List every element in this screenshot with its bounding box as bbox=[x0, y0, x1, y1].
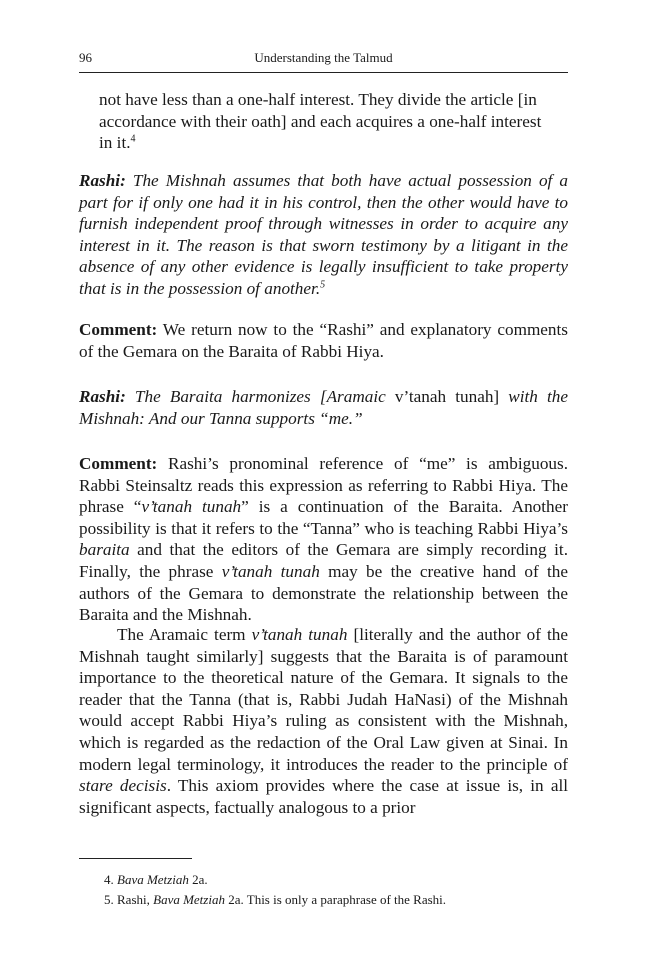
rashi-paragraph-1: Rashi: The Mishnah assumes that both have actual possession of a part for if only one had it in his control, then the other would have to furnish independent proof through witnesses in order to acquire any interest in it. The reason is that sworn testimony by a litigant in the absence of any other evidence is legally insufficient to take property that is in the possession of another.$^5$ bbox=[79, 171, 568, 298]
comment-label: Comment: bbox=[79, 454, 158, 473]
rashi-label: Rashi: bbox=[79, 171, 126, 190]
rashi-label: Rashi: bbox=[79, 387, 126, 406]
page-number: 96 bbox=[79, 50, 92, 65]
comment-label: Comment: bbox=[79, 320, 158, 339]
running-title: Understanding the Talmud bbox=[254, 50, 393, 65]
footnote-ref-5: 5 bbox=[320, 279, 326, 291]
body-paragraph: The Aramaic term v’tanah tunah [literally and the author of the Mishnah taught similarly] suggests that the Baraita is of paramount importance to the theoretical nature of the Gemara. It signals to the reader that the Tanna (that is, Rabbi Judah HaNasi) of the Mishnah would accept Rabbi Hiya’s ruling as consistent with the Mishnah, which is regarded as the redaction of the Oral Law given at Sinai. In modern legal terminology, it introduces the reader to the principle of stare decisis. This axiom provides where the case at issue is, in all significant aspects, factually analogous to a prior bbox=[79, 625, 569, 817]
page-header bbox=[79, 48, 568, 73]
footnote-4: 4. Bava Metziah 2a. bbox=[104, 872, 208, 887]
block-quote: not have less than a one-half interest. They divide the article [in accordance with their oath] and each acquires a one-half interest in it.$^4$ bbox=[99, 90, 542, 153]
footnote-ref-4: 4 bbox=[130, 133, 136, 145]
footnote-divider bbox=[79, 858, 192, 859]
comment-paragraph-1: Comment: We return now to the “Rashi” and explanatory comments of the Gemara on the Baraita of Rabbi Hiya. bbox=[79, 320, 568, 361]
comment-paragraph-2: Comment: Rashi’s pronominal reference of “me” is ambiguous. Rabbi Steinsaltz reads this expression as referring to Rabbi Hiya. The phrase “v’tanah tunah” is a continuation of the Baraita. Another possibility is that it refers to the “Tanna” who is teaching Rabbi Hiya’s baraita and that the editors of the Gemara are simply recording it. Finally, the phrase v’tanah tunah may be the creative hand of the authors of the Gemara to demonstrate the relationship between the Baraita and the Mishnah. bbox=[79, 454, 569, 625]
footnote-5: 5. Rashi, Bava Metziah 2a. This is only a paraphrase of the Rashi. bbox=[104, 892, 447, 907]
rashi-paragraph-2: Rashi: The Baraita harmonizes [Aramaic v’tanah tunah] with the Mishnah: And our Tanna supports “me.” bbox=[79, 387, 569, 428]
